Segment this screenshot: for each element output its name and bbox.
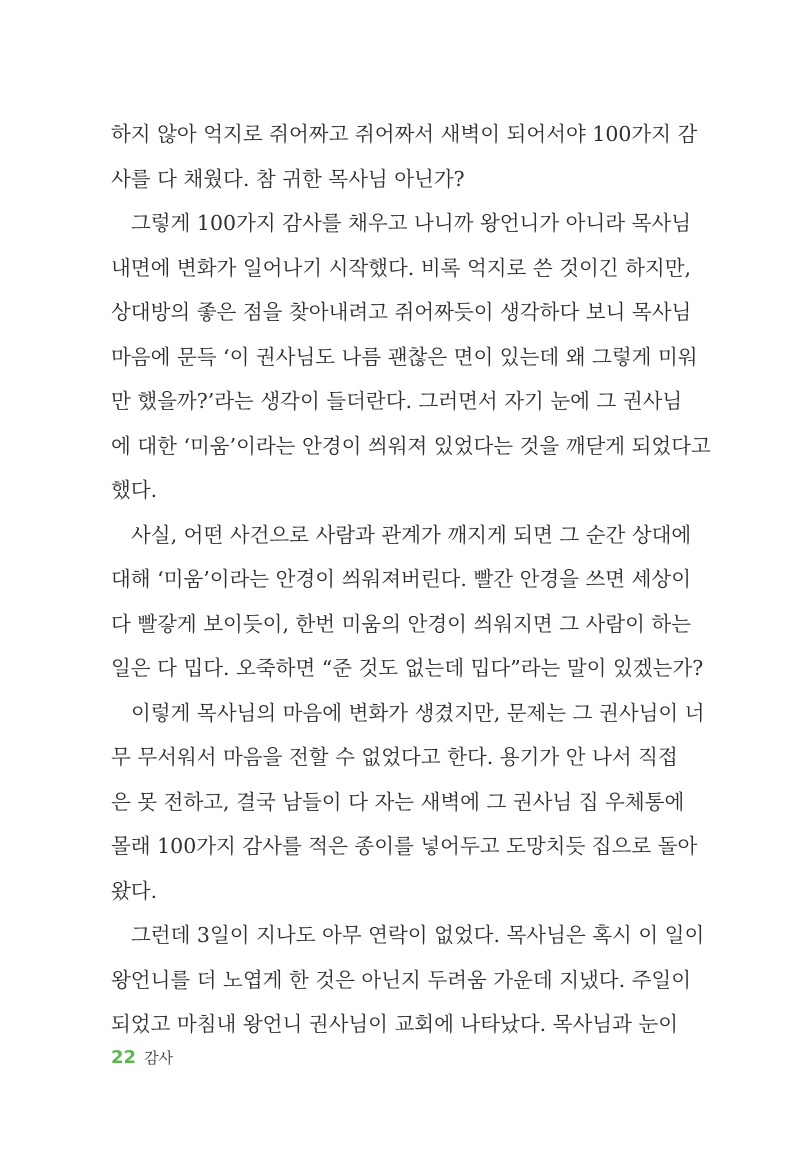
text-line: 이렇게 목사님의 마음에 변화가 생겼지만, 문제는 그 권사님이 너 xyxy=(131,700,705,725)
text-line: 무 무서워서 마음을 전할 수 없었다고 한다. 용기가 안 나서 직접 xyxy=(111,745,678,769)
text-line: 사를 다 채웠다. 참 귀한 목사님 아닌가? xyxy=(111,166,465,191)
text-line: 했다. xyxy=(111,478,158,502)
text-line: 마음에 문득 ‘이 권사님도 나름 괜찮은 면이 있는데 왜 그렇게 미워 xyxy=(111,344,698,369)
text-line: 일은 다 밉다. 오죽하면 “준 것도 없는데 밉다”라는 말이 있겠는가? xyxy=(111,656,704,680)
text-line: 그런데 3일이 지나도 아무 연락이 없었다. 목사님은 혹시 이 일이 xyxy=(131,923,705,947)
text-line: 만 했을까?’라는 생각이 들더란다. 그러면서 자기 눈에 그 권사님 xyxy=(111,389,683,413)
text-line: 다 빨갛게 보이듯이, 한번 미움의 안경이 씌워지면 그 사람이 하는 xyxy=(111,611,692,636)
text-line: 내면에 변화가 일어나기 시작했다. 비록 억지로 쓴 것이긴 하지만, xyxy=(111,255,692,280)
text-line: 은 못 전하고, 결국 남들이 다 자는 새벽에 그 권사님 집 우체통에 xyxy=(111,789,685,814)
text-line: 상대방의 좋은 점을 찾아내려고 쥐어짜듯이 생각하다 보니 목사님 xyxy=(111,300,692,324)
text-line: 하지 않아 억지로 쥐어짜고 쥐어짜서 새벽이 되어서야 100가지 감 xyxy=(111,122,698,146)
text-line: 사실, 어떤 사건으로 사람과 관계가 깨지게 되면 그 순간 상대에 xyxy=(131,522,692,547)
body-text xyxy=(111,112,711,1047)
text-line: 그렇게 100가지 감사를 채우고 나니까 왕언니가 아니라 목사님 xyxy=(131,211,692,235)
text-line: 되었고 마침내 왕언니 권사님이 교회에 나타났다. 목사님과 눈이 xyxy=(111,1012,679,1036)
text-line: 대해 ‘미움’이라는 안경이 씌워져버린다. 빨간 안경을 쓰면 세상이 xyxy=(111,567,692,591)
text-line: 왕언니를 더 노엽게 한 것은 아닌지 두려움 가운데 지냈다. 주일이 xyxy=(111,967,692,992)
page-number: 22 xyxy=(111,1047,137,1068)
page-footer xyxy=(111,1047,173,1071)
running-head: 감사 xyxy=(144,1049,174,1067)
text-line: 몰래 100가지 감사를 적은 종이를 넣어두고 도망치듯 집으로 돌아 xyxy=(111,834,698,858)
text-line: 왔다. xyxy=(111,878,158,903)
text-line: 에 대한 ‘미움’이라는 안경이 씌워져 있었다는 것을 깨닫게 되었다고 xyxy=(111,433,711,458)
